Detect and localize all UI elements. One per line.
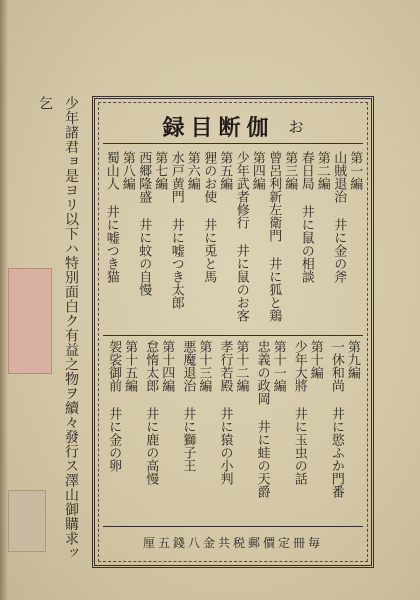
catalog-grid [103,147,363,519]
catalog-box [92,96,374,568]
entry-10 [292,336,323,518]
entry-13 [180,336,211,518]
bottom-entries [103,335,363,522]
edition-label: 第三編 [282,151,298,190]
entry-5 [201,147,232,329]
edition-label: 第一編 [347,151,363,190]
entry-title: 孝行若殿 井に猿の小判 [217,340,233,485]
entry-11 [255,336,286,518]
paper-tab-pink [8,268,52,374]
edition-label: 第十四編 [159,340,175,392]
edition-label: 第七編 [152,151,168,190]
edition-label: 第十三編 [196,340,212,392]
catalog-header [103,109,363,144]
entry-8 [104,147,135,329]
entry-title: 春日局 井に鼠の相談 [298,151,314,283]
entry-4 [234,147,265,329]
entry-12 [217,336,248,518]
price-footer [103,526,363,557]
entry-title: 狸のお使 井に兎と馬 [201,151,217,283]
entry-14 [143,336,174,518]
title-prefix: お [288,117,304,136]
edition-label: 第十編 [307,340,323,379]
entry-title: 水戸黄門 井に嘘つき太郎 [168,151,184,309]
entry-3 [266,147,297,329]
edition-label: 第十一編 [270,340,286,392]
entry-6 [169,147,200,329]
spine-shadow [0,0,8,600]
entry-title: 悪魔退治 井に獅子王 [180,340,196,472]
edition-label: 第十二編 [233,340,249,392]
entry-15 [106,336,137,518]
catalog-title: 伽断目録 [162,114,275,141]
price-text: 毎冊定價郵税共金八錢五厘 [142,535,323,550]
edition-label: 第八編 [119,151,135,190]
side-note: 少年諸君ョ是ヨリ以下ハ特別面白ク有益之物ヲ續々發行ス澤山御購求ッ乞 [37,96,79,560]
entry-1 [331,147,362,329]
entry-title: 袈裟御前 井に金の卵 [106,340,122,472]
edition-label: 第六編 [184,151,200,190]
entry-2 [299,147,330,329]
entry-title: 少年武者修行 井に鼠のお客 [233,151,249,322]
entry-title: 一休和尚 井に慾ふか門番 [328,340,344,498]
entry-title: 曾呂利新左衛門 井に狐と鶏 [266,151,282,322]
edition-label: 第五編 [217,151,233,190]
edition-label: 第四編 [249,151,265,190]
entry-title: 忠義の政岡 井に蛙の天爵 [254,340,270,498]
entry-7 [136,147,167,329]
entry-title: 少年大將 井に玉虫の話 [291,340,307,485]
edition-label: 第十五編 [122,340,138,392]
top-entries [103,147,363,333]
entry-title: 山賊退治 井に金の斧 [331,151,347,283]
edition-label: 第九編 [344,340,360,379]
entry-9 [329,336,360,518]
paper-tab-lower [8,490,46,552]
edition-label: 第二編 [314,151,330,190]
entry-title: 怠惰太郎 井に鹿の高慢 [143,340,159,485]
entry-title: 蜀山人 井に嘘つき猫 [103,151,119,283]
entry-title: 西郷隆盛 井に蚊の自慢 [136,151,152,296]
